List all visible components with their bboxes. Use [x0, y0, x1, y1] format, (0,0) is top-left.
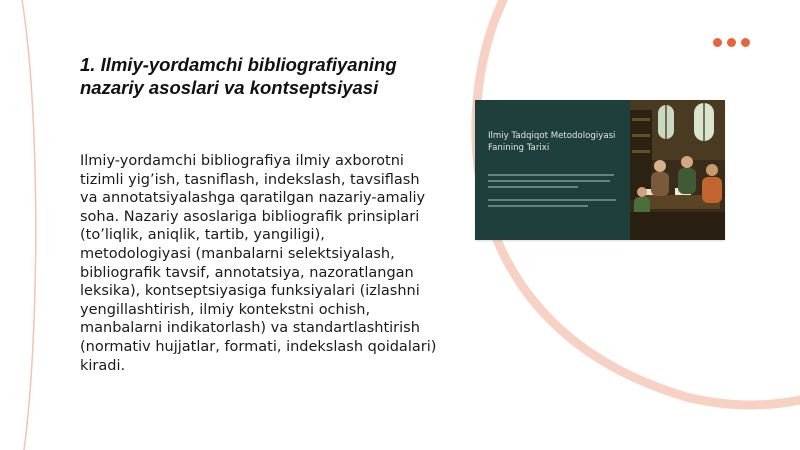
slide-title: 1. Ilmiy-yordamchi bibliografiyaning nazariy asoslari va kontseptsiyasi	[80, 54, 397, 98]
thumbnail-text-line	[488, 174, 614, 176]
thumbnail-text-line	[488, 186, 578, 188]
dot	[713, 38, 722, 47]
thumbnail-title: Ilmiy Tadqiqot Metodologiyasi Fanining Tarixi	[488, 131, 616, 153]
dot	[727, 38, 736, 47]
slide-thumbnail[interactable]	[475, 100, 725, 240]
more-dots-icon[interactable]	[713, 38, 750, 47]
slide-body-text: Ilmiy-yordamchi bibliografiya ilmiy axborotni tizimli yig’ish, tasniflash, indekslash, tavsiflash va annotatsiyalashga qaratilgan nazariy-amaliy soha. Nazariy asoslariga bibliografik prinsiplari (to’liqlik, aniqlik, tartib, yangiligi), metodologiyasi (manbalarni selektsiyalash, bibliografik tavsif, annotatsiya, nazoratlangan leksika), kontseptsiyasiga funksiyalari (izlashni yengillashtirish, ilmiy kontekstni ochish, manbalarni indikatorlash) va standartlashtirish (normativ hujjatlar, formati, indekslash qoidalari) kiradi.	[80, 153, 437, 374]
thumbnail-text-line	[488, 180, 610, 182]
thumbnail-text-line	[488, 205, 588, 207]
library-illustration	[630, 100, 725, 240]
thumbnail-text-line	[488, 199, 616, 201]
dot	[741, 38, 750, 47]
